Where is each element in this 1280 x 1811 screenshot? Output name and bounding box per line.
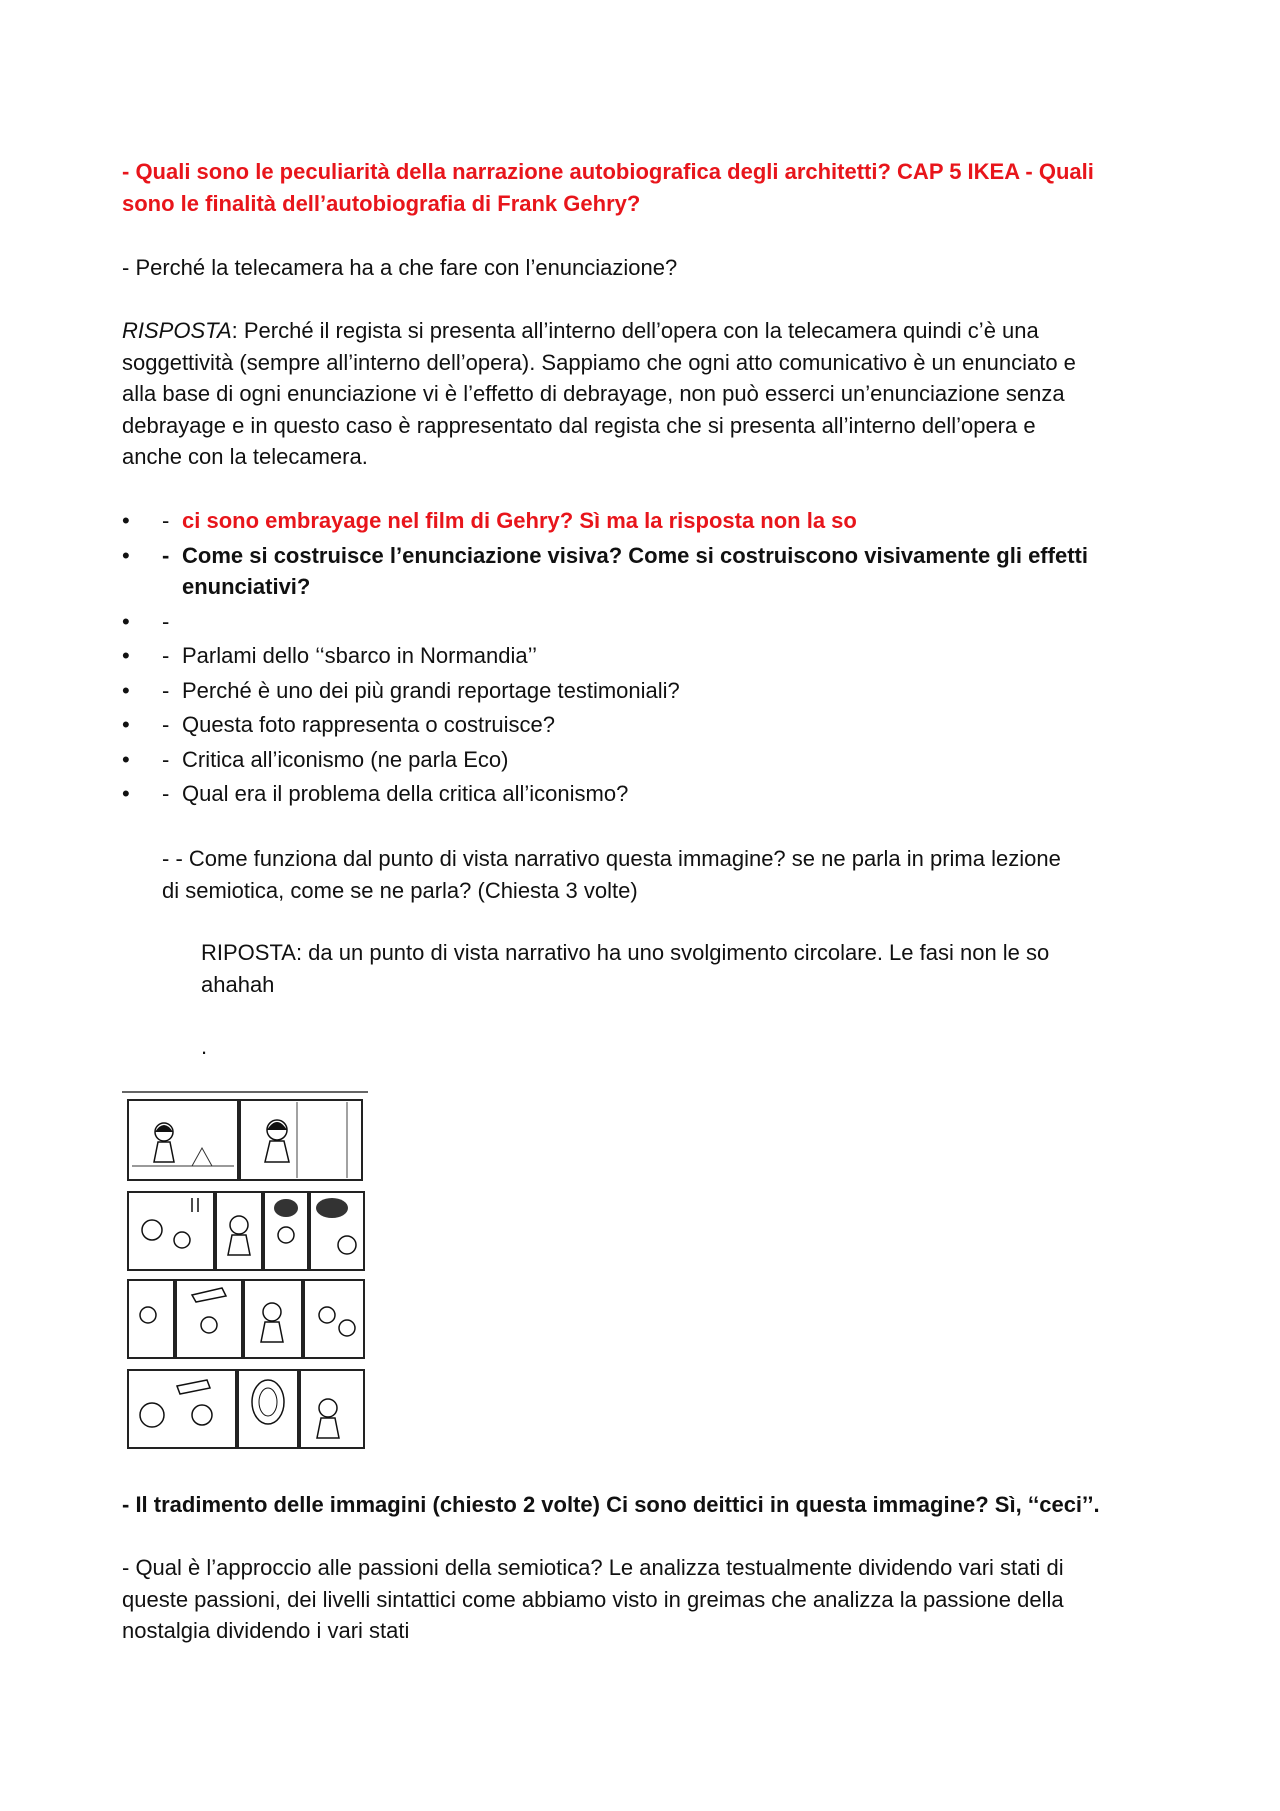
- bullet-icon: •: [122, 643, 130, 668]
- question-list: [122, 505, 1122, 813]
- list-item-text: Perché è uno dei più grandi reportage testimoniali?: [182, 677, 680, 703]
- dash: -: [162, 643, 170, 668]
- answer-line-4: debrayage e in questo caso è rappresentato dal regista che si presenta all’interno dell’opera e: [122, 412, 1036, 438]
- list-item: [122, 505, 1122, 537]
- answer-narrativo-line-1: RIPOSTA: da un punto di vista narrativo ha uno svolgimento circolare. Le fasi non le so: [201, 940, 1050, 965]
- question-passioni-line-3: nostalgia dividendo i vari stati: [122, 1618, 410, 1643]
- question-telecamera: - Perché la telecamera ha a che fare con l’enunciazione?: [122, 255, 678, 280]
- list-item-text: Critica all’iconismo (ne parla Eco): [182, 746, 509, 772]
- bullet-icon: •: [122, 508, 130, 533]
- bullet-icon: •: [122, 542, 130, 568]
- list-item-text: enunciativi?: [182, 574, 311, 599]
- question-passioni-line-2: queste passioni, dei livelli sintattici come abbiamo visto in greimas che analizza la passione della: [122, 1586, 1064, 1612]
- answer-line-1: : Perché il regista si presenta all’interno dell’opera con la telecamera quindi c’è una: [231, 318, 1039, 343]
- answer-line-5: anche con la telecamera.: [122, 444, 368, 469]
- stray-dot: .: [201, 1034, 208, 1059]
- answer-line-3: alla base di ogni enunciazione vi è l’effetto di debrayage, non può esserci un’enunciazione senza: [122, 381, 1065, 406]
- list-item: [122, 778, 1122, 810]
- list-item-text: Parlami dello ‘‘sbarco in Normandia’’: [182, 643, 538, 668]
- list-item: [122, 606, 1122, 638]
- question-passioni: [122, 1552, 1172, 1647]
- dash: -: [162, 542, 170, 568]
- list-item-text: Come si costruisce l’enunciazione visiva? Come si costruiscono visivamente gli effetti: [182, 542, 1088, 568]
- question-narrativo-line-2: di semiotica, come se ne parla? (Chiesta 3 volte): [162, 877, 638, 903]
- list-item: [122, 640, 1122, 672]
- heading-question: [122, 156, 1172, 219]
- answer-narrativo: [201, 937, 1161, 1000]
- list-item: [122, 709, 1122, 741]
- dash: -: [162, 608, 170, 634]
- answer-line-2: soggettività (sempre all’interno dell’opera). Sappiamo che ogni atto comunicativo è un enunciato e: [122, 349, 1076, 375]
- peanuts-comic-strip: [122, 1090, 370, 1452]
- list-item-text: Questa foto rappresenta o costruisce?: [182, 712, 555, 737]
- list-item: [122, 675, 1122, 707]
- bullet-icon: •: [122, 712, 130, 737]
- bullet-icon: •: [122, 746, 130, 772]
- question-narrativo: [162, 843, 1162, 906]
- dash: -: [162, 781, 170, 806]
- list-item-text: Qual era il problema della critica all’iconismo?: [182, 781, 629, 806]
- dash: -: [162, 677, 170, 703]
- list-item: [122, 744, 1122, 776]
- list-item: [122, 540, 1122, 603]
- dash: -: [162, 508, 170, 533]
- answer-narrativo-line-2: ahahah: [201, 971, 275, 997]
- bullet-icon: •: [122, 677, 130, 703]
- list-item-text: ci sono embrayage nel film di Gehry? Sì ma la risposta non la so: [182, 508, 857, 533]
- question-narrativo-line-1: - - Come funziona dal punto di vista narrativo questa immagine? se ne parla in prima lezione: [162, 846, 1061, 871]
- answer-label: RISPOSTA: [122, 318, 232, 343]
- answer-telecamera: [122, 315, 1172, 473]
- heading-line-1: - Quali sono le peculiarità della narrazione autobiografica degli architetti? CAP 5 IKEA - Quali: [122, 159, 1094, 184]
- heading-line-2: sono le finalità dell’autobiografia di Frank Gehry?: [122, 190, 641, 216]
- dash: -: [162, 712, 170, 737]
- question-tradimento: - Il tradimento delle immagini (chiesto 2 volte) Ci sono deittici in questa immagine? Sì, ‘‘ceci’’.: [122, 1492, 1100, 1517]
- bullet-icon: •: [122, 608, 130, 634]
- dash: -: [162, 746, 170, 772]
- bullet-icon: •: [122, 781, 130, 806]
- question-passioni-line-1: - Qual è l’approccio alle passioni della semiotica? Le analizza testualmente dividendo vari stati di: [122, 1555, 1064, 1580]
